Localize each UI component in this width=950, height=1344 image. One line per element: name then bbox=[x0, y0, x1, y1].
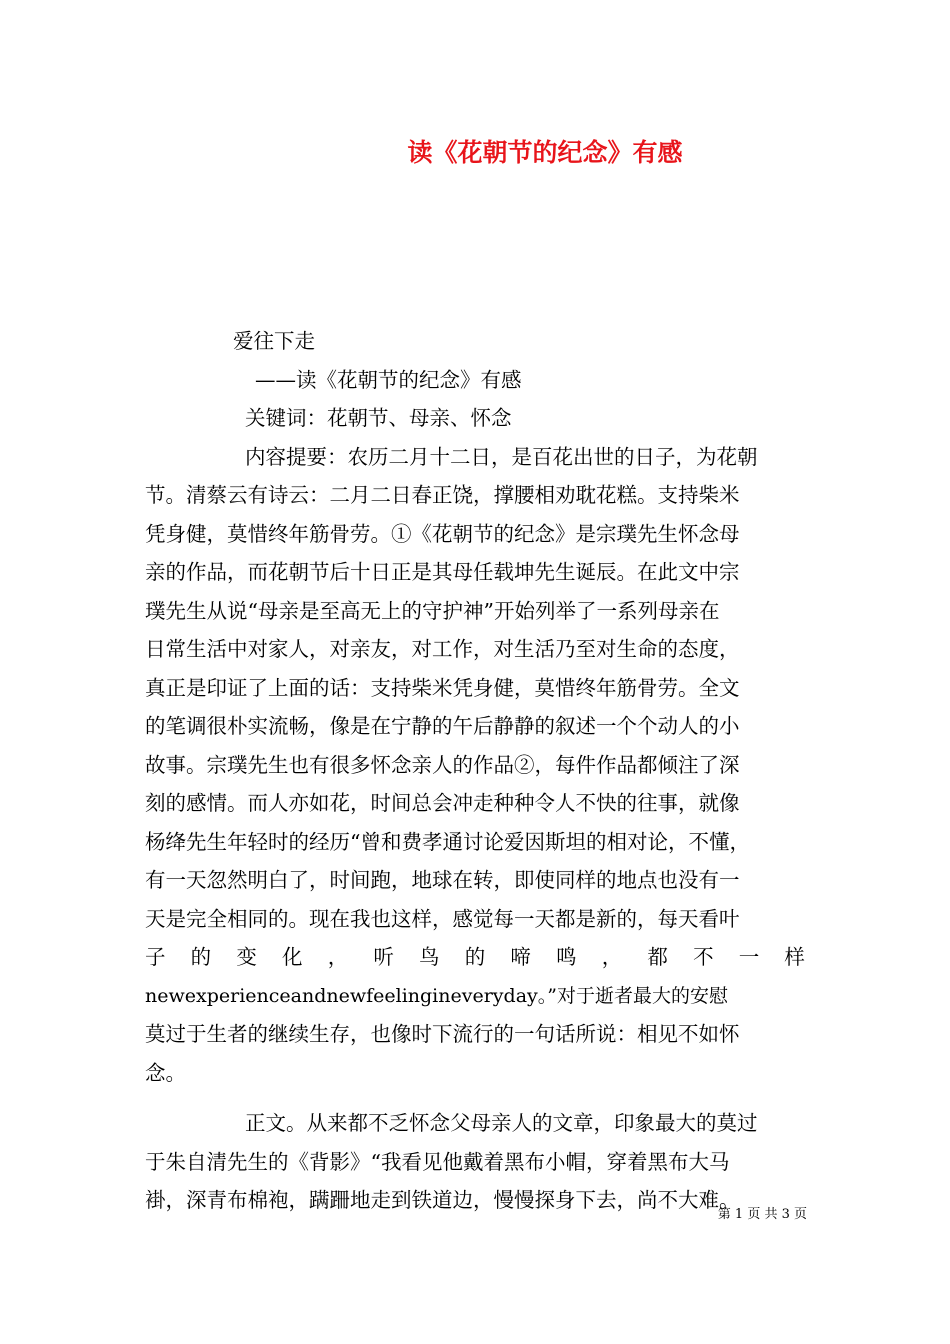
body-line: 褂，深青布棉袍，蹒跚地走到铁道边，慢慢探身下去，尚不大难。 bbox=[145, 1188, 740, 1212]
spaced-char: 样 bbox=[784, 945, 805, 969]
spaced-char: 变 bbox=[236, 945, 257, 969]
document-body bbox=[145, 322, 805, 1220]
essay-title: 爱往下走 bbox=[233, 329, 315, 353]
abstract-line: 节。清蔡云有诗云：二月二日春正饶，撑腰相劝耽花糕。支持柴米 bbox=[145, 483, 740, 507]
abstract-line: newexperienceandnewfeelingineveryday。”对于逝者最大的安慰 bbox=[145, 984, 728, 1007]
spaced-char: 听 bbox=[373, 945, 394, 969]
spaced-char: 鸟 bbox=[419, 945, 440, 969]
abstract-line: 凭身健，莫惜终年筋骨劳。①《花朝节的纪念》是宗璞先生怀念母 bbox=[145, 521, 740, 546]
spaced-char: 化 bbox=[282, 945, 303, 969]
abstract-line: 刻的感情。而人亦如花，时间总会冲走种种令人不快的往事，就像 bbox=[145, 791, 740, 815]
spaced-char: ， bbox=[601, 945, 623, 969]
spaced-char: 鸣 bbox=[556, 945, 577, 969]
abstract-line: 莫过于生者的继续生存，也像时下流行的一句话所说：相见不如怀 bbox=[145, 1022, 740, 1046]
abstract-line: 念。 bbox=[145, 1060, 186, 1085]
spaced-char: 子 bbox=[145, 945, 166, 969]
abstract-spaced-line bbox=[145, 938, 805, 977]
abstract-line: 有一天忽然明白了，时间跑，地球在转，即使同样的地点也没有一 bbox=[145, 868, 740, 892]
abstract-line: 日常生活中对家人，对亲友，对工作，对生活乃至对生命的态度， bbox=[145, 637, 740, 661]
abstract-line: 璞先生从说“母亲是至高无上的守护神”开始列举了一系列母亲在 bbox=[145, 598, 720, 623]
abstract-line: 杨绛先生年轻时的经历“曾和费孝通讨论爱因斯坦的相对论，不懂， bbox=[145, 829, 750, 854]
abstract-line: 内容提要：农历二月十二日，是百花出世的日子，为花朝 bbox=[245, 444, 758, 469]
abstract-line: 亲的作品，而花朝节后十日正是其母任载坤先生诞辰。在此文中宗 bbox=[145, 560, 740, 584]
essay-subtitle: ——读《花朝节的纪念》有感 bbox=[255, 367, 522, 392]
keywords-line: 关键词：花朝节、母亲、怀念 bbox=[245, 406, 512, 430]
spaced-char: 的 bbox=[190, 945, 212, 969]
body-line: 于朱自清先生的《背影》“我看见他戴着黑布小帽，穿着黑布大马 bbox=[145, 1149, 730, 1174]
spaced-char: 一 bbox=[738, 945, 760, 969]
abstract-line: 真正是印证了上面的话：支持柴米凭身健，莫惜终年筋骨劳。全文 bbox=[145, 675, 740, 700]
document-title: 读《花朝节的纪念》有感 bbox=[407, 138, 683, 167]
spaced-char: 啼 bbox=[510, 945, 531, 969]
abstract-line: 天是完全相同的。现在我也这样，感觉每一天都是新的，每天看叶 bbox=[145, 906, 740, 931]
spaced-char: 都 bbox=[647, 945, 668, 969]
spaced-char: ， bbox=[327, 945, 349, 969]
abstract-line: 故事。宗璞先生也有很多怀念亲人的作品②，每件作品都倾注了深 bbox=[145, 752, 740, 777]
paragraph-gap bbox=[145, 1092, 805, 1104]
body-line: 正文。从来都不乏怀念父母亲人的文章，印象最大的莫过 bbox=[245, 1111, 758, 1135]
spaced-char: 不 bbox=[693, 945, 714, 969]
page-footer: 第 1 页 共 3 页 bbox=[717, 1207, 807, 1222]
abstract-line: 的笔调很朴实流畅，像是在宁静的午后静静的叙述一个个动人的小 bbox=[145, 714, 740, 738]
spaced-char: 的 bbox=[464, 945, 486, 969]
